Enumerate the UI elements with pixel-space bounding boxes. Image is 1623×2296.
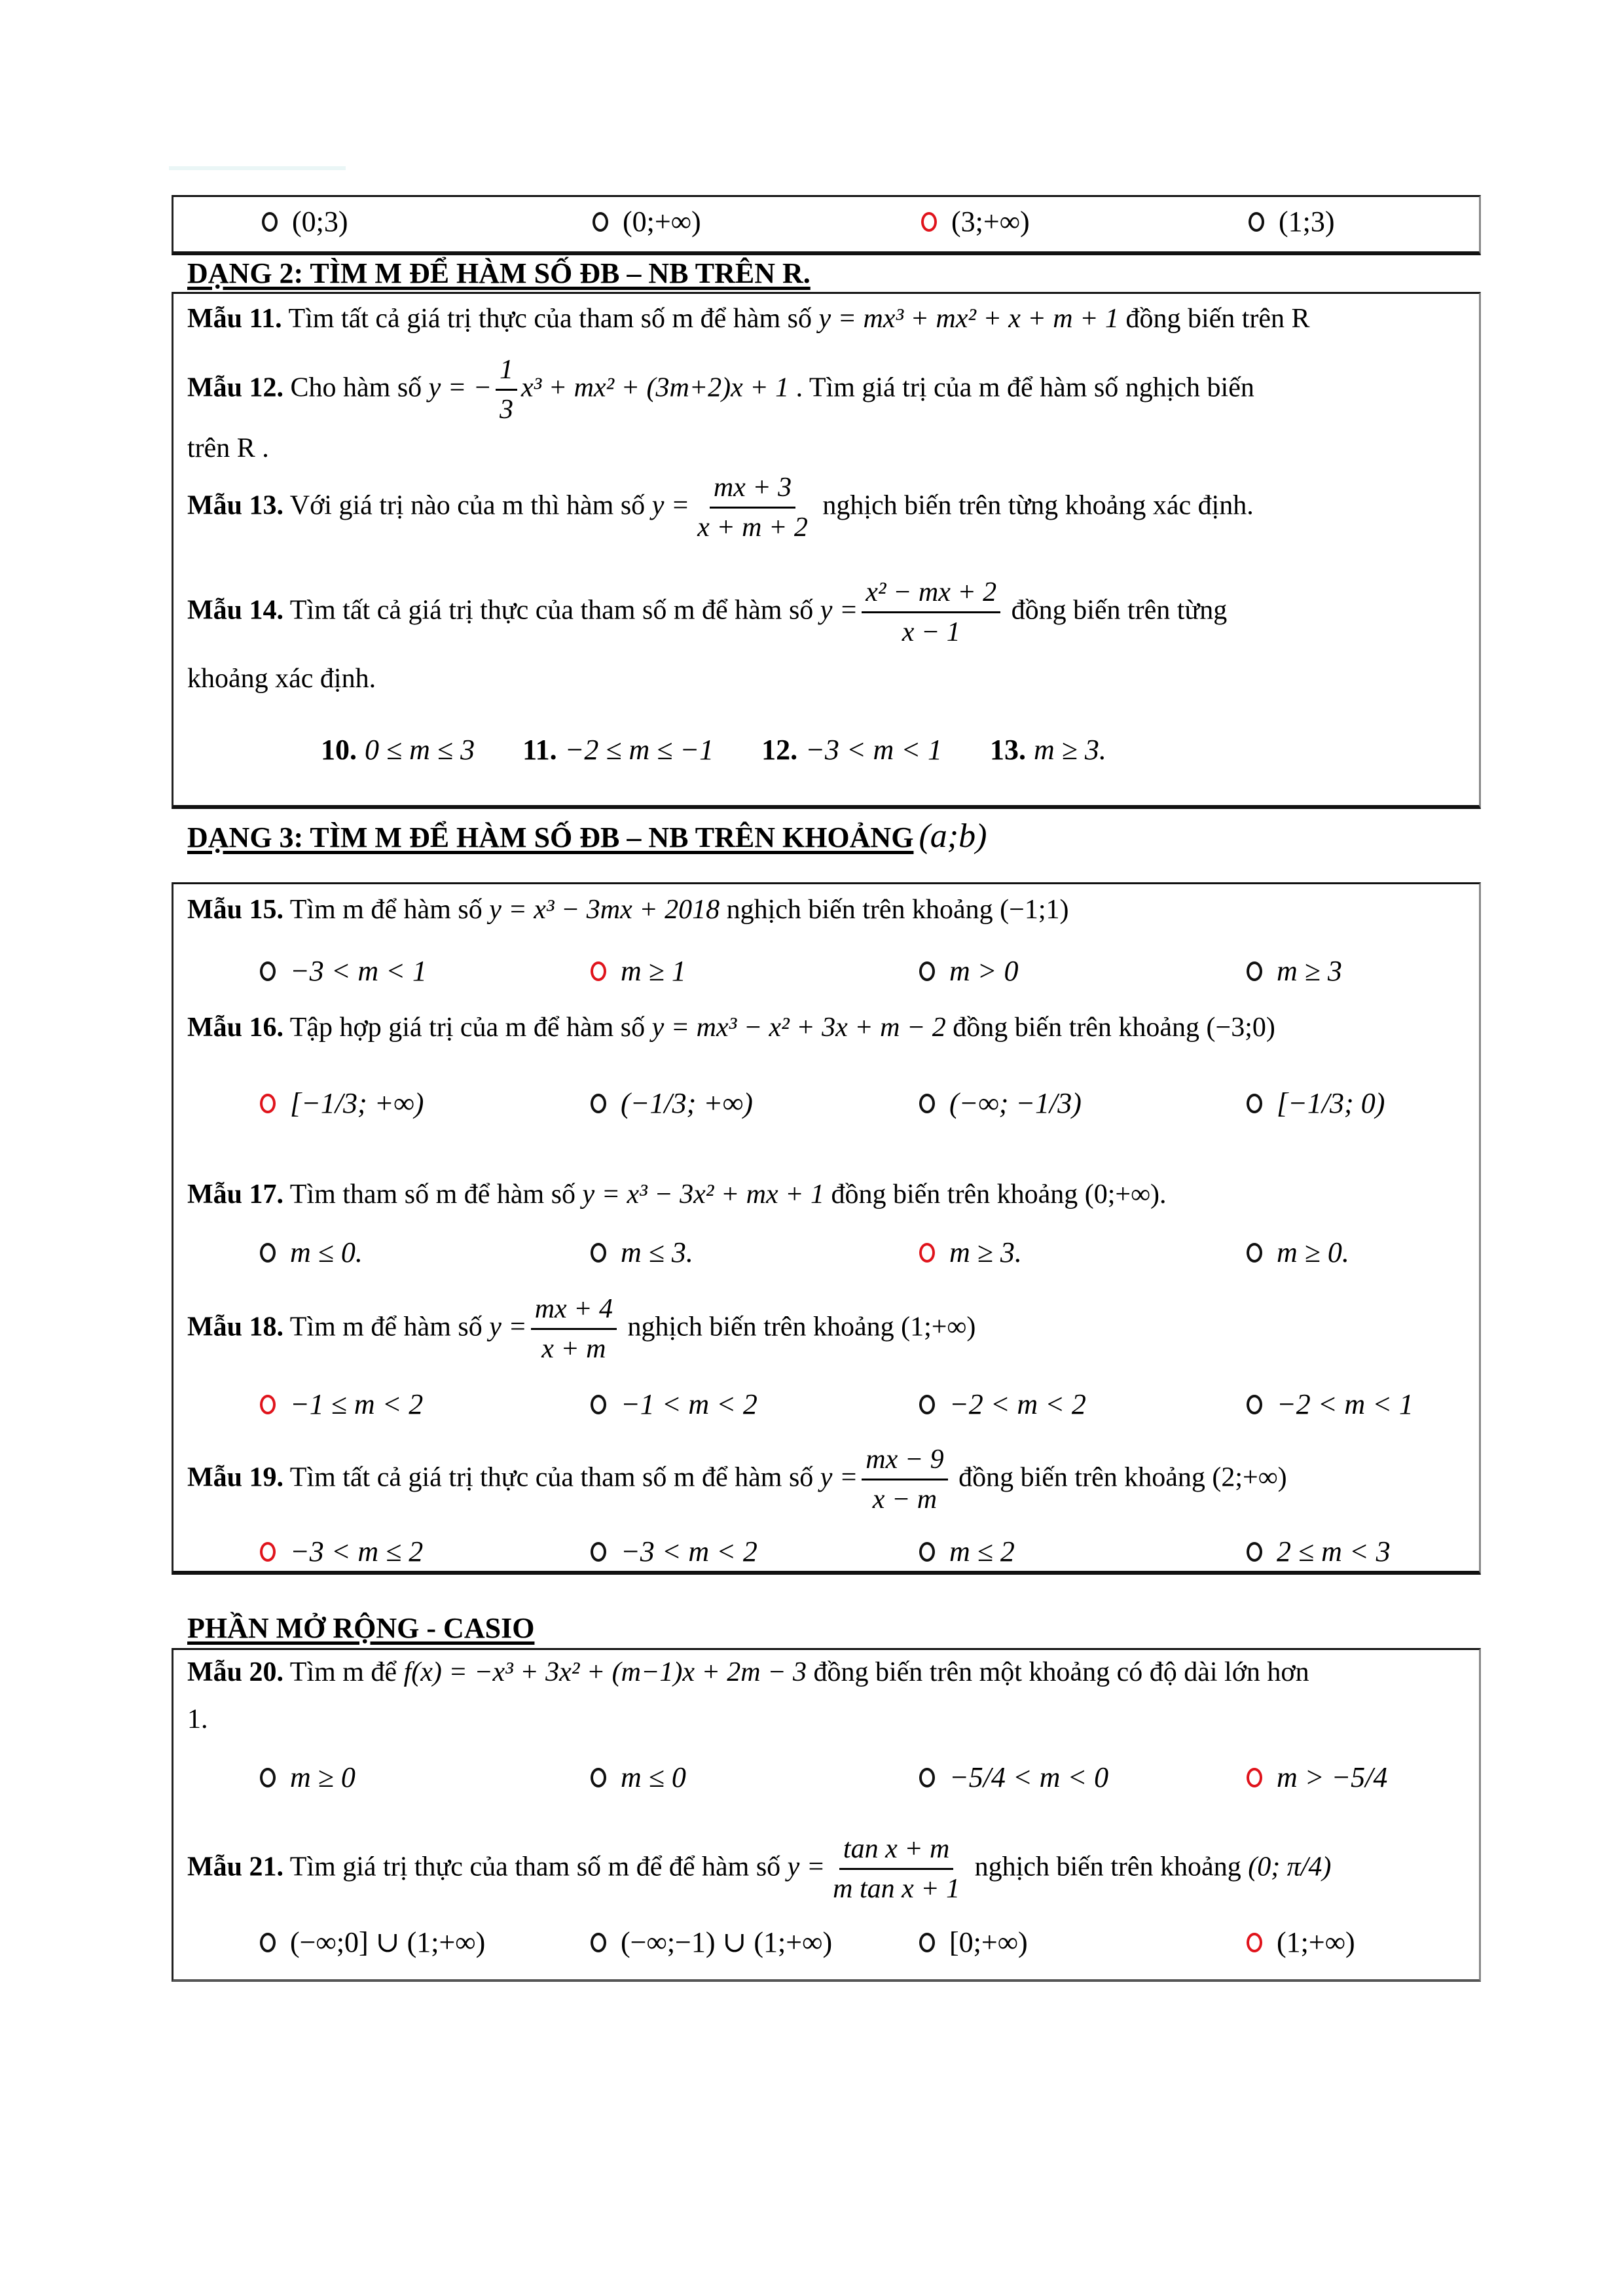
question-20: Mẫu 20. Tìm m để f(x) = −x³ + 3x² + (m−1)x + 2m − 3 đồng biến trên một khoảng có độ dài lớn hơn xyxy=(187,1657,1309,1687)
radio-icon[interactable] xyxy=(593,212,608,232)
option-d[interactable]: m ≥ 3 xyxy=(1247,954,1342,988)
question-16-options xyxy=(172,1086,1481,1139)
question-21-options xyxy=(172,1926,1481,1978)
radio-icon[interactable] xyxy=(262,212,278,232)
question-17: Mẫu 17. Tìm tham số m để hàm số y = x³ − 3x² + mx + 1 đồng biến trên khoảng (0;+∞). xyxy=(187,1179,1167,1210)
fraction: $\frac{\text{x² − mx + 2}}{x - 1}$ xyxy=(862,576,1000,649)
option-c[interactable]: (−∞; −1/3) xyxy=(919,1086,1082,1120)
option-c[interactable]: m > 0 xyxy=(919,954,1018,988)
question-18-options xyxy=(172,1388,1481,1440)
question-16: Mẫu 16. Tập hợp giá trị của m để hàm số y = mx³ − x² + 3x + m − 2 đồng biến trên khoảng (−3;0) xyxy=(187,1013,1275,1043)
option-a[interactable]: −3 < m ≤ 2 xyxy=(260,1535,423,1568)
fraction: $\frac{1}{3}$ xyxy=(496,353,517,427)
option-a[interactable]: [−1/3; +∞) xyxy=(260,1086,424,1120)
question-11: Mẫu 11. Tìm tất cả giá trị thực của tham số m để hàm số y = mx³ + mx² + x + m + 1 đồng biến trên R xyxy=(187,304,1310,334)
radio-correct-icon[interactable] xyxy=(921,212,937,232)
option-b[interactable]: −1 < m < 2 xyxy=(591,1388,757,1421)
question-15: Mẫu 15. Tìm m để hàm số y = x³ − 3mx + 2018 nghịch biến trên khoảng (−1;1) xyxy=(187,895,1069,925)
fraction: $\frac{mx + 3}{x + m + 2}$ xyxy=(697,473,808,543)
option-b[interactable]: m ≥ 1 xyxy=(591,954,686,988)
option-a[interactable]: m ≥ 0 xyxy=(260,1761,356,1794)
question-20-options xyxy=(172,1761,1481,1813)
option-c[interactable]: m ≥ 3. xyxy=(919,1236,1022,1269)
option-b[interactable]: (0;+∞) xyxy=(593,205,701,238)
option-c[interactable]: m ≤ 2 xyxy=(919,1535,1015,1568)
option-d[interactable]: (1;+∞) xyxy=(1247,1926,1355,1959)
option-c[interactable]: −5/4 < m < 0 xyxy=(919,1761,1108,1794)
question-21: Mẫu 21. Tìm giá trị thực của tham số m để để hàm số y = $\frac{\text{tan x + m}}{\text{m tan x + 1}}$ nghịch biến trên khoảng (0; π/4) xyxy=(187,1834,1332,1905)
option-d[interactable]: (1;3) xyxy=(1249,205,1335,238)
question-14: Mẫu 14. Tìm tất cả giá trị thực của tham số m để hàm số y = $\frac{\text{x² − mx + 2}}{x - 1}$ đồng biến trên từng xyxy=(187,576,1227,649)
option-b[interactable]: (−∞;−1) ∪ (1;+∞) xyxy=(591,1926,832,1959)
option-c[interactable]: −2 < m < 2 xyxy=(919,1388,1086,1421)
question-20-line2: 1. xyxy=(187,1704,208,1734)
option-d[interactable]: 2 ≤ m < 3 xyxy=(1247,1535,1391,1568)
option-a[interactable]: (0;3) xyxy=(262,205,348,238)
question-14-line2: khoảng xác định. xyxy=(187,664,376,694)
section4-heading: PHẦN MỞ RỘNG - CASIO xyxy=(187,1612,535,1644)
option-a[interactable]: m ≤ 0. xyxy=(260,1236,363,1269)
question-19-options xyxy=(172,1535,1481,1587)
question-19: Mẫu 19. Tìm tất cả giá trị thực của tham số m để hàm số y = $\frac{mx - 9}{x - m}$ đồng biến trên khoảng (2;+∞) xyxy=(187,1444,1287,1515)
option-c[interactable]: (3;+∞) xyxy=(921,205,1030,238)
answer-key: 10. 0 ≤ m ≤ 3 11. −2 ≤ m ≤ −1 12. −3 < m < 1 13. m ≥ 3. xyxy=(321,734,1106,766)
question-17-options xyxy=(172,1236,1481,1288)
option-d[interactable]: [−1/3; 0) xyxy=(1247,1086,1385,1120)
section3-heading: DẠNG 3: TÌM M ĐỂ HÀM SỐ ĐB – NB TRÊN KHOẢNG (a;b) xyxy=(187,817,987,855)
question-12: Mẫu 12. Cho hàm số y = − $\frac{1}{3}$ x³ + mx² + (3m+2)x + 1 . Tìm giá trị của m để hàm số nghịch biến xyxy=(187,353,1254,427)
option-b[interactable]: (−1/3; +∞) xyxy=(591,1086,753,1120)
option-d[interactable]: m ≥ 0. xyxy=(1247,1236,1349,1269)
header-rule xyxy=(169,166,346,170)
prev-options-box xyxy=(172,195,1481,255)
question-13: Mẫu 13. Với giá trị nào của m thì hàm số y = $\frac{mx + 3}{x + m + 2}$ nghịch biến trên từng khoảng xác định. xyxy=(187,471,1254,545)
option-b[interactable]: m ≤ 0 xyxy=(591,1761,686,1794)
radio-icon[interactable] xyxy=(1249,212,1264,232)
option-a[interactable]: (−∞;0] ∪ (1;+∞) xyxy=(260,1926,485,1959)
question-12-line2: trên R . xyxy=(187,433,269,463)
option-a[interactable]: −1 ≤ m < 2 xyxy=(260,1388,423,1421)
option-a[interactable]: −3 < m < 1 xyxy=(260,954,427,988)
prev-options-row xyxy=(173,205,1483,257)
option-b[interactable]: −3 < m < 2 xyxy=(591,1535,757,1568)
question-18: Mẫu 18. Tìm m để hàm số y = $\frac{mx + 4}{x + m}$ nghịch biến trên khoảng (1;+∞) xyxy=(187,1294,976,1365)
option-d[interactable]: m > −5/4 xyxy=(1247,1761,1387,1794)
option-b[interactable]: m ≤ 3. xyxy=(591,1236,693,1269)
section2-heading: DẠNG 2: TÌM M ĐỂ HÀM SỐ ĐB – NB TRÊN R. xyxy=(187,257,811,289)
question-15-options xyxy=(172,954,1481,1007)
option-c[interactable]: [0;+∞) xyxy=(919,1926,1028,1959)
option-d[interactable]: −2 < m < 1 xyxy=(1247,1388,1413,1421)
